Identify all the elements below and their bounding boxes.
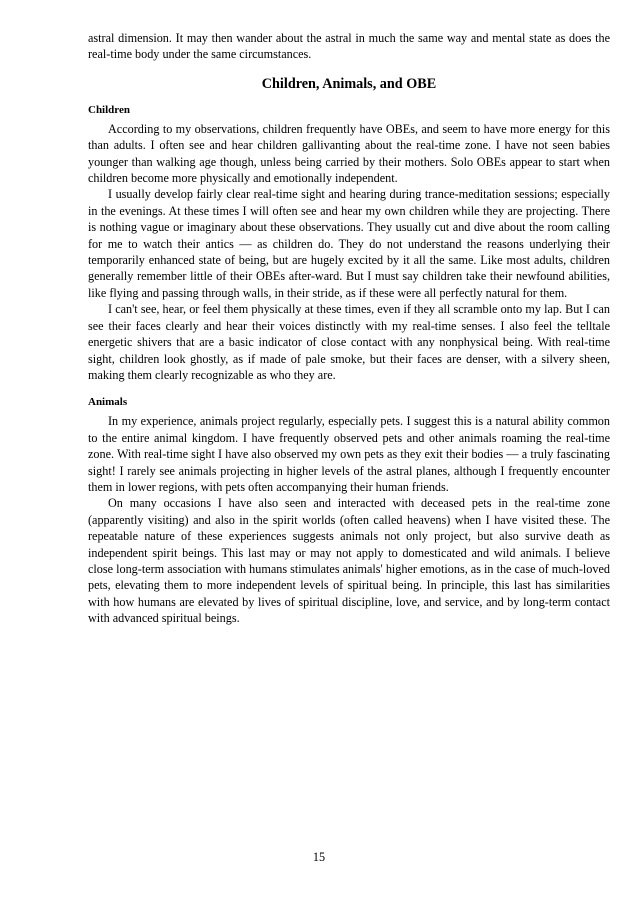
children-heading: Children — [88, 103, 130, 116]
page-content — [88, 30, 610, 627]
animals-heading: Animals — [88, 396, 128, 409]
animals-paragraph-1: In my experience, animals project regularly, especially pets. I suggest this is a natural ability common to the entire animal kingdom. I have frequently observed pets and other animals roaming the real-time zone. With real-time sight I have also observed my own pets as they exit their bodies — a truly fascinating sight! I rarely see animals projecting in higher levels of the astral planes, although I frequently encounter them in lower regions, with pets often accompanying their human friends. — [88, 414, 610, 494]
intro-paragraph: astral dimension. It may then wander about the astral in much the same way and mental state as does the real-time body under the same circumstances. — [88, 31, 610, 62]
page-number: 15 — [312, 850, 326, 864]
children-paragraph-3: I can't see, hear, or feel them physically at these times, even if they all scramble onto my lap. But I can see their faces clearly and hear their voices distinctly with my real-time senses. I also feel the telltale energetic shivers that are a basic indicator of close contact with any nonphysical being. With real-time sight, children look ghostly, as if made of pale smoke, but their faces are denser, with a silvery sheen, making them clearly recognizable as who they are. — [88, 302, 610, 382]
animals-paragraph-2: On many occasions I have also seen and interacted with deceased pets in the real-time zone (apparently visiting) and also in the spirit worlds (often called heavens) when I have visited these. The repeatable nature of these experiences suggests animals not only project, but also survive death as independent spirit beings. This last may or may not apply to domesticated and wild animals. I believe close long-term association with humans stimulates animals' higher emotions, as in the case of much-loved pets, elevating them to more independent levels of spiritual being. In principle, this last has similarities with how humans are elevated by lives of spiritual discipline, love, and service, and by long-term contact with advanced spiritual beings. — [88, 496, 610, 626]
section-title: Children, Animals, and OBE — [261, 75, 437, 92]
children-paragraph-2: I usually develop fairly clear real-time sight and hearing during trance-meditation sessions; especially in the evenings. At these times I will often see and hear my own children while they are projecting. There is nothing vague or imaginary about these observations. They usually cut and dive about the room calling for me to watch their antics — as children do. They do not understand the reasons underlying their temporarily enhanced state of being, but are hugely excited by it all the same. Like most adults, children generally remember little of their OBEs after-ward. But I must say children take their newfound abilities, like flying and passing through walls, in their stride, as if these were all perfectly natural for them. — [88, 187, 610, 300]
children-paragraph-1: According to my observations, children frequently have OBEs, and seem to have more energy for this than adults. I often see and hear children gallivanting about the real-time zone. I have not seen babies younger than walking age though, unless being carried by their mothers. Solo OBEs appear to start when children become more physically and emotionally independent. — [88, 121, 610, 186]
